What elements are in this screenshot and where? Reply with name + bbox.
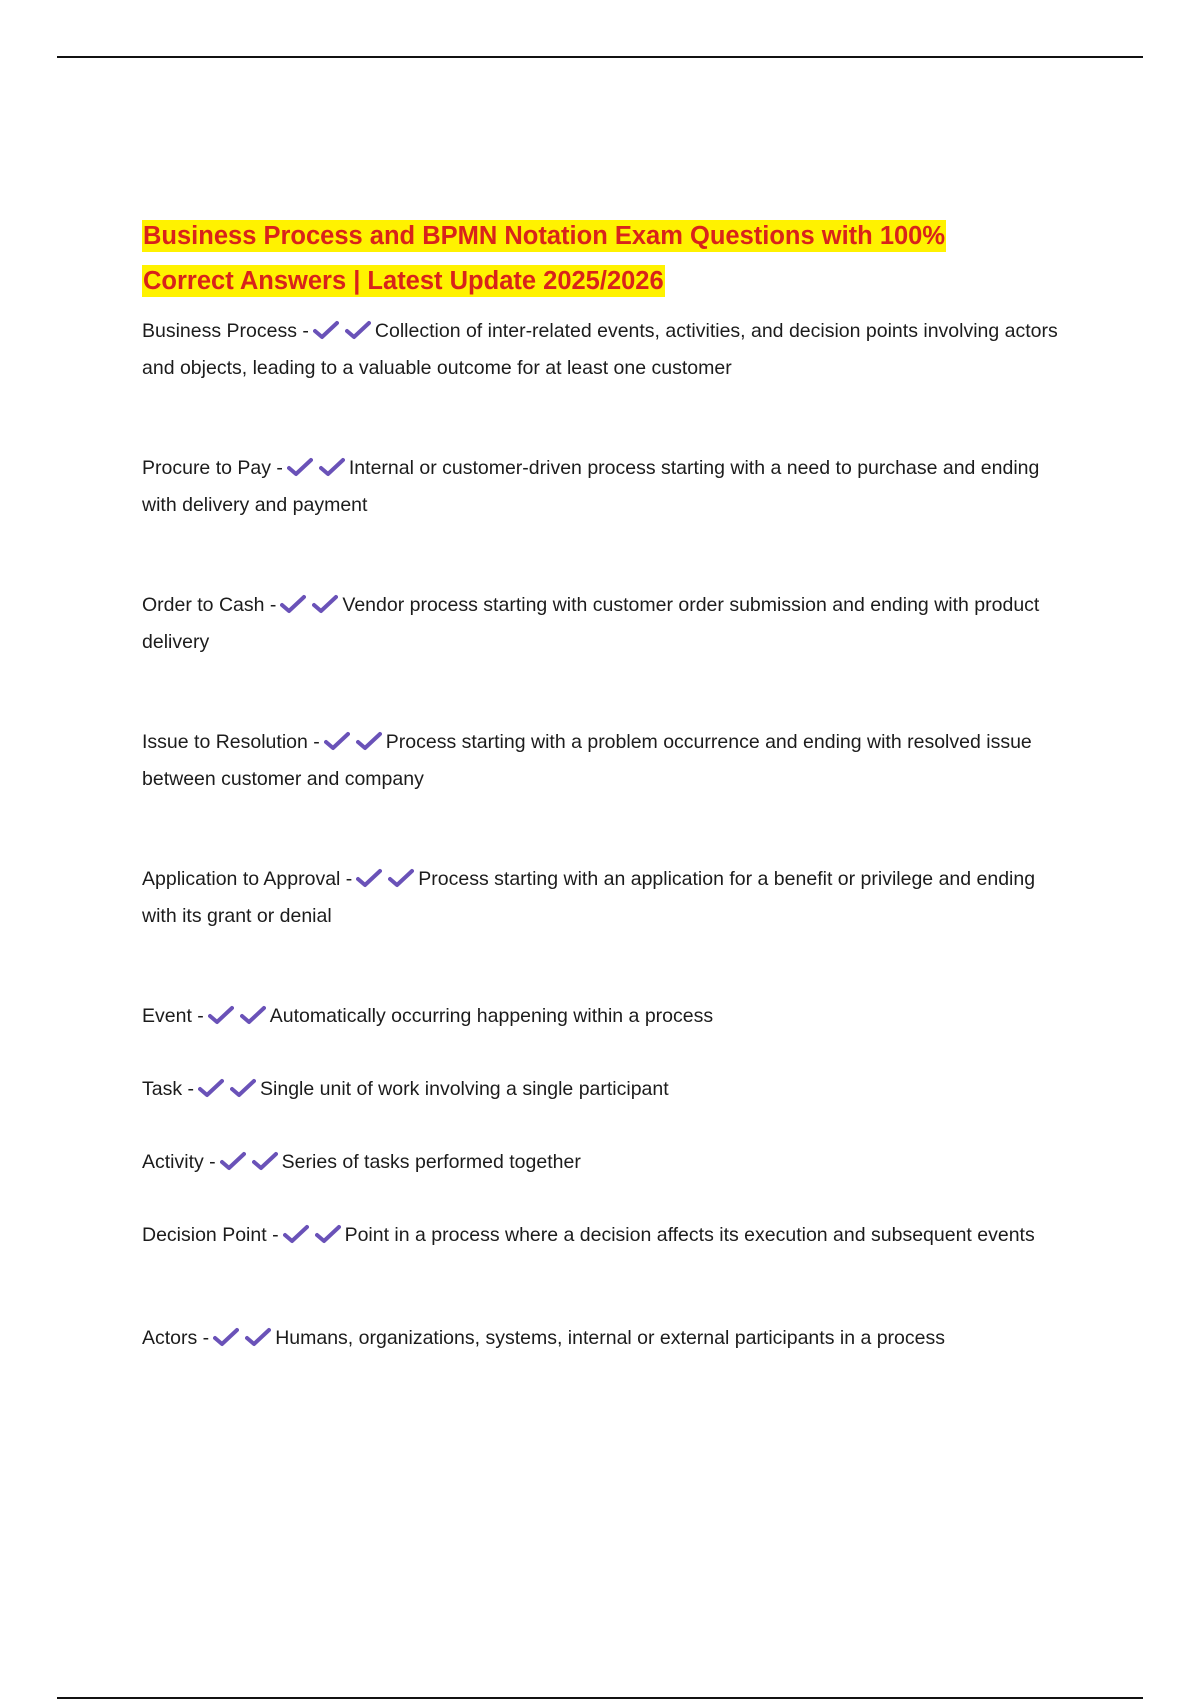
qa-item [142, 314, 1072, 385]
answer-marker [287, 454, 347, 488]
qa-item [142, 1072, 1072, 1109]
qa-definition: Point in a process where a decision affects its execution and subsequent events [344, 1224, 1035, 1246]
title-line-1: Business Process and BPMN Notation Exam Questions with 100% [143, 222, 946, 250]
qa-definition: Process starting with an application for a benefit or privilege and ending with its grant or denial [142, 868, 1036, 927]
checkmark-icon [280, 594, 306, 614]
document-title [142, 214, 1072, 304]
qa-term: Task - [142, 1078, 195, 1100]
qa-item [142, 451, 1072, 522]
answer-marker [213, 1324, 273, 1358]
checkmark-icon [213, 1327, 239, 1347]
answer-marker [280, 591, 340, 625]
qa-item [142, 588, 1072, 659]
checkmark-icon [356, 731, 382, 751]
checkmark-icon [240, 1005, 266, 1025]
qa-term: Order to Cash - [142, 594, 277, 616]
top-rule [57, 56, 1143, 58]
qa-term: Issue to Resolution - [142, 731, 320, 753]
qa-definition: Process starting with a problem occurrence and ending with resolved issue between customer and company [142, 731, 1032, 790]
checkmark-icon [356, 868, 382, 888]
checkmark-icon [208, 1005, 234, 1025]
checkmark-icon [220, 1151, 246, 1171]
qa-item [142, 862, 1072, 933]
qa-term: Application to Approval - [142, 868, 353, 890]
qa-definition: Vendor process starting with customer order submission and ending with product delivery [142, 594, 1040, 653]
checkmark-icon [313, 320, 339, 340]
qa-list [142, 314, 1072, 1358]
checkmark-icon [319, 457, 345, 477]
qa-item [142, 725, 1072, 796]
answer-marker [313, 317, 373, 351]
answer-marker [283, 1221, 343, 1255]
qa-term: Actors - [142, 1327, 210, 1349]
qa-term: Activity - [142, 1151, 216, 1173]
qa-definition: Automatically occurring happening within a process [269, 1005, 714, 1027]
qa-term: Decision Point - [142, 1224, 279, 1246]
answer-marker [356, 865, 416, 899]
checkmark-icon [230, 1078, 256, 1098]
qa-item [142, 1145, 1072, 1182]
qa-item [142, 1321, 1072, 1358]
qa-term: Event - [142, 1005, 204, 1027]
qa-definition: Humans, organizations, systems, internal or external participants in a process [275, 1327, 945, 1349]
checkmark-icon [283, 1224, 309, 1244]
checkmark-icon [245, 1327, 271, 1347]
checkmark-icon [345, 320, 371, 340]
answer-marker [324, 728, 384, 762]
checkmark-icon [324, 731, 350, 751]
qa-definition: Series of tasks performed together [281, 1151, 581, 1173]
qa-definition: Single unit of work involving a single participant [260, 1078, 669, 1100]
bottom-rule [57, 1697, 1143, 1699]
answer-marker [208, 1002, 268, 1036]
qa-term: Procure to Pay - [142, 457, 283, 479]
document-body [142, 214, 1072, 1358]
checkmark-icon [312, 594, 338, 614]
checkmark-icon [315, 1224, 341, 1244]
qa-item [142, 999, 1072, 1036]
checkmark-icon [287, 457, 313, 477]
answer-marker [220, 1148, 280, 1182]
qa-item [142, 1218, 1072, 1255]
checkmark-icon [252, 1151, 278, 1171]
checkmark-icon [388, 868, 414, 888]
checkmark-icon [198, 1078, 224, 1098]
qa-definition: Internal or customer-driven process starting with a need to purchase and ending with delivery and payment [142, 457, 1040, 516]
title-line-2: Correct Answers | Latest Update 2025/2026 [143, 267, 664, 295]
qa-term: Business Process - [142, 320, 309, 342]
answer-marker [198, 1075, 258, 1109]
qa-definition: Collection of inter-related events, activities, and decision points involving actors and objects, leading to a valuable outcome for at least one customer [142, 320, 1058, 379]
